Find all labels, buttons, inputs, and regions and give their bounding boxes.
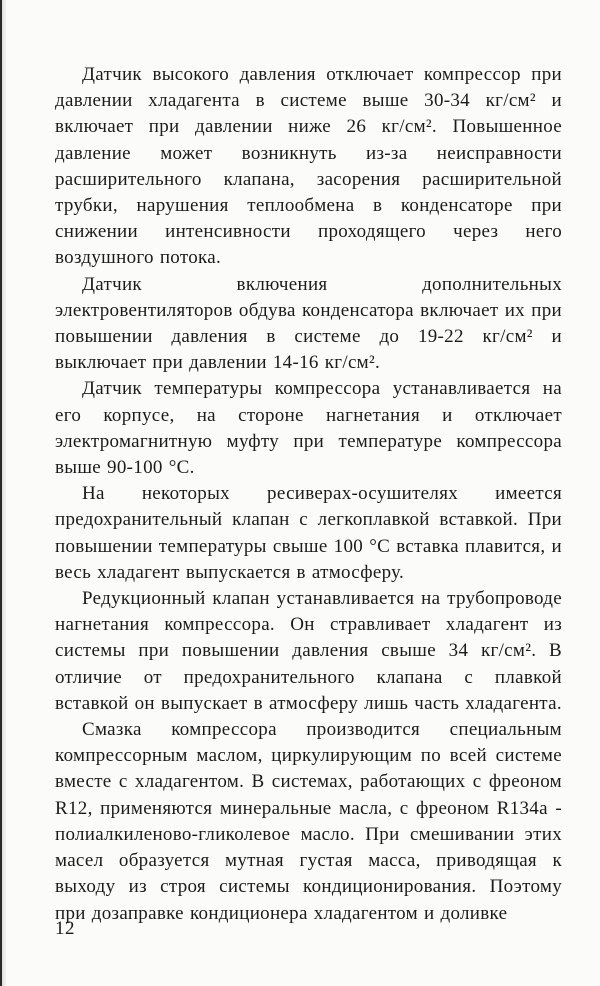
paragraph: Редукционный клапан устанавливается на трубопроводе нагнетания компрессора. Он стравливает хладагент из системы при повышении давления свыше 34 кг/см². В отличие от предохранительного клапана с плавкой вставкой он выпускает в атмосферу лишь часть хладагента. [55, 588, 562, 714]
scan-edge-shadow [2, 0, 7, 986]
paragraph: Смазка компрессора производится специальным компрессорным маслом, циркулирующим по всей системе вместе с хладагентом. В системах, работающих с фреоном R12, применяются минеральные масла, с фреоном R134a - полиалкиленово-гликолевое масло. При смешивании этих масел образуется мутная густая масса, приводящая к выходу из строя системы кондиционирования. Поэтому при дозаправке кондиционера хладагентом и доливке [55, 719, 562, 924]
paragraph: Датчик высокого давления отключает компрессор при давлении хладагента в системе выше 30-34 кг/см² и включает при давлении ниже 26 кг/см². Повышенное давление может возникнуть из-за неисправности расширительного клапана, засорения расширительной трубки, нарушения теплообмена в конденсаторе при снижении интенсивности проходящего через него воздушного потока. [55, 64, 562, 269]
paragraph: Датчик включения дополнительных электровентиляторов обдува конденсатора включает их при повышении давления в системе до 19-22 кг/см² и выключает при давлении 14-16 кг/см². [55, 273, 562, 374]
paragraph: Датчик температуры компрессора устанавливается на его корпусе, на стороне нагнетания и отключает электромагнитную муфту при температуре компрессора выше 90-100 °С. [55, 378, 562, 479]
paragraph: На некоторых ресиверах-осушителях имеется предохранительный клапан с легкоплавкой вставкой. При повышении температуры свыше 100 °С вставка плавится, и весь хладагент выпускается в атмосферу. [55, 483, 562, 583]
text-block [55, 62, 562, 927]
page-number: 12 [55, 918, 75, 939]
